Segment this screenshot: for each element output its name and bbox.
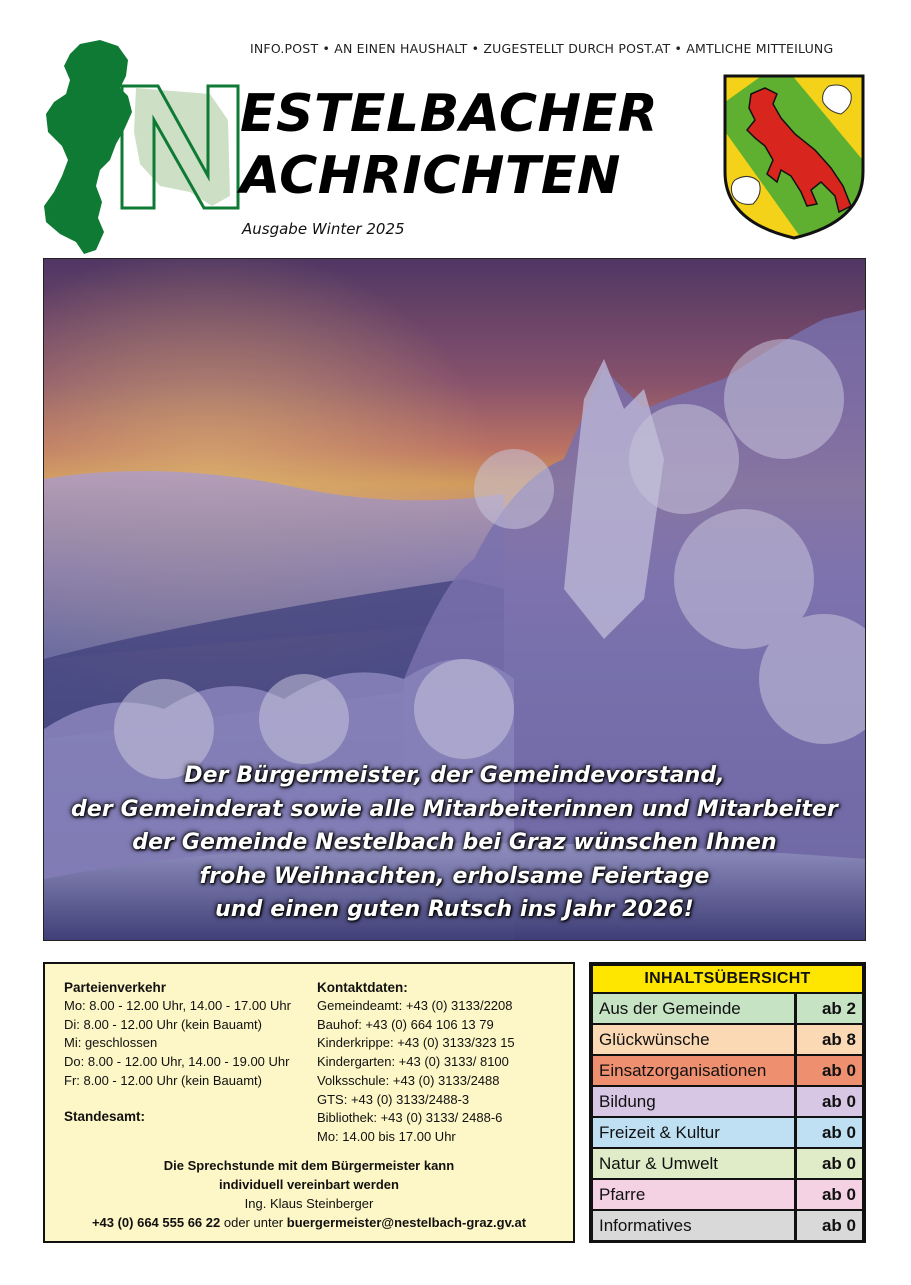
toc-row[interactable] (593, 1118, 862, 1147)
toc-section-label: Freizeit & Kultur (593, 1118, 794, 1147)
toc-section-page: ab 0 (797, 1149, 862, 1178)
contact-line: Kindergarten: +43 (0) 3133/ 8100 (317, 1054, 509, 1070)
toc-row[interactable] (593, 1149, 862, 1178)
toc-row[interactable] (593, 1180, 862, 1209)
toc-row[interactable] (593, 1211, 862, 1240)
office-hours (64, 978, 314, 1091)
toc-section-page: ab 0 (797, 1211, 862, 1240)
toc-row[interactable] (593, 1025, 862, 1054)
greeting-line: frohe Weihnachten, erholsame Feiertage (199, 863, 710, 889)
coat-of-arms (721, 72, 867, 242)
toc-section-page: ab 0 (797, 1118, 862, 1147)
consultation-line-1: Die Sprechstunde mit dem Bürgermeister kann (163, 1158, 455, 1173)
hours-line: Mi: geschlossen (64, 1035, 158, 1051)
toc-section-label: Einsatzorganisationen (593, 1056, 794, 1085)
contact-list (317, 978, 567, 1147)
masthead-word-1: ESTELBACHER (240, 84, 659, 144)
toc-section-label: Glückwünsche (593, 1025, 794, 1054)
greeting-line: Der Bürgermeister, der Gemeindevorstand, (184, 763, 725, 788)
masthead-line-1 (240, 84, 659, 144)
toc-section-label: Bildung (593, 1087, 794, 1116)
table-of-contents (589, 962, 866, 1243)
toc-section-label: Informatives (593, 1211, 794, 1240)
contact-line: Kinderkrippe: +43 (0) 3133/323 15 (317, 1035, 515, 1051)
contact-line: GTS: +43 (0) 3133/2488-3 (317, 1091, 470, 1107)
toc-row[interactable] (593, 1087, 862, 1116)
contact-heading: Kontaktdaten: (317, 980, 408, 995)
contact-info-box (43, 962, 575, 1243)
hours-line: Fr: 8.00 - 12.00 Uhr (kein Bauamt) (64, 1072, 262, 1088)
contact-line: Volksschule: +43 (0) 3133/2488 (317, 1072, 500, 1088)
greeting-line: der Gemeinderat sowie alle Mitarbeiterinnen und Mitarbeiter (71, 796, 838, 822)
mayor-consultation (45, 1156, 573, 1232)
greeting-line: der Gemeinde Nestelbach bei Graz wünschen Ihnen (132, 830, 777, 855)
municipality-map-logo (40, 36, 250, 258)
toc-section-label: Aus der Gemeinde (593, 994, 794, 1023)
masthead-word-2: ACHRICHTEN (240, 146, 621, 206)
mayor-contact-line (45, 1213, 573, 1232)
toc-section-page: ab 8 (797, 1025, 862, 1054)
issue-label: Ausgabe Winter 2025 (242, 220, 405, 238)
consultation-line-2: individuell vereinbart werden (219, 1177, 399, 1192)
contact-line: Gemeindeamt: +43 (0) 3133/2208 (317, 998, 513, 1013)
mayor-name: Ing. Klaus Steinberger (244, 1196, 374, 1211)
or-text: oder unter (220, 1215, 287, 1230)
toc-title: INHALTSÜBERSICHT (593, 966, 862, 992)
cover-photo (43, 258, 866, 941)
toc-section-page: ab 0 (797, 1056, 862, 1085)
mayor-phone: +43 (0) 664 555 66 22 (91, 1215, 221, 1230)
office-hours-heading: Parteienverkehr (64, 980, 167, 995)
contact-line: Bauhof: +43 (0) 664 106 13 79 (317, 1016, 494, 1032)
toc-section-page: ab 0 (797, 1180, 862, 1209)
greeting-line: und einen guten Rutsch ins Jahr 2026! (215, 897, 694, 922)
toc-row[interactable] (593, 994, 862, 1023)
hours-line: Mo: 8.00 - 12.00 Uhr, 14.00 - 17.00 Uhr (64, 998, 291, 1013)
toc-section-label: Pfarre (593, 1180, 794, 1209)
holiday-greeting (44, 759, 865, 927)
contact-line: Bibliothek: +43 (0) 3133/ 2488-6 (317, 1110, 503, 1126)
hours-line: Di: 8.00 - 12.00 Uhr (kein Bauamt) (64, 1016, 262, 1032)
contact-line: Mo: 14.00 bis 17.00 Uhr (317, 1128, 456, 1144)
toc-section-page: ab 0 (797, 1087, 862, 1116)
masthead-line-2 (240, 146, 621, 206)
registry-office-label: Standesamt: (64, 1109, 146, 1124)
distribution-notice: INFO.POST • AN EINEN HAUSHALT • ZUGESTELLT DURCH POST.AT • AMTLICHE MITTEILUNG (250, 41, 834, 56)
toc-section-page: ab 2 (797, 994, 862, 1023)
mayor-email[interactable]: buergermeister@nestelbach-graz.gv.at (286, 1215, 527, 1230)
toc-row[interactable] (593, 1056, 862, 1085)
toc-section-label: Natur & Umwelt (593, 1149, 794, 1178)
hours-line: Do: 8.00 - 12.00 Uhr, 14.00 - 19.00 Uhr (64, 1054, 290, 1070)
